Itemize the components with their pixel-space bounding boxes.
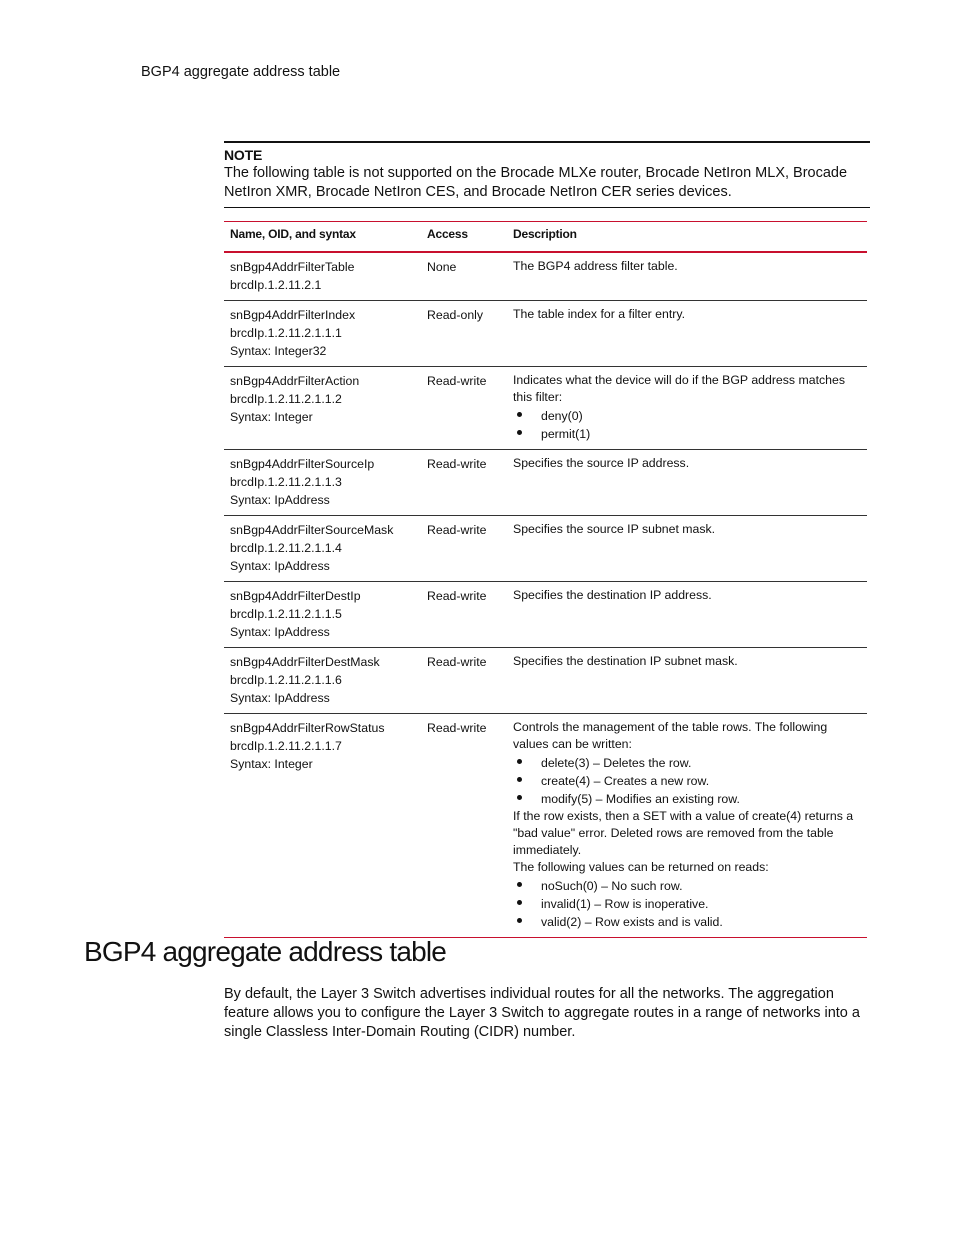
description-cell <box>507 582 867 648</box>
object-oid: brcdIp.1.2.11.2.1.1.3 <box>230 475 342 489</box>
table-row <box>224 582 867 648</box>
description-text: Specifies the destination IP subnet mask. <box>513 654 738 668</box>
name-cell <box>224 714 421 938</box>
object-oid: brcdIp.1.2.11.2.1.1.1 <box>230 326 342 340</box>
value-list <box>513 407 863 443</box>
object-syntax: Syntax: Integer <box>230 757 313 771</box>
access-cell: Read-write <box>427 523 487 537</box>
description-cell <box>507 367 867 450</box>
object-name: snBgp4AddrFilterTable <box>230 260 355 274</box>
list-item-text: deny(0) <box>541 409 583 423</box>
value-list <box>513 877 863 931</box>
bullet-icon <box>517 412 522 417</box>
section-body: By default, the Layer 3 Switch advertises individual routes for all the networks. The aggregation feature allows you to configure the Layer 3 Switch to aggregate routes in a range of networks into a single Classless Inter-Domain Routing (CIDR) number. <box>224 986 860 1040</box>
mib-object-table <box>224 221 867 938</box>
section-heading: BGP4 aggregate address table <box>84 936 447 967</box>
running-header: BGP4 aggregate address table <box>141 64 341 80</box>
description-cell <box>507 450 867 516</box>
description-cell <box>507 648 867 714</box>
object-oid: brcdIp.1.2.11.2.1.1.4 <box>230 541 342 555</box>
table-header-row <box>224 222 867 253</box>
object-syntax: Syntax: IpAddress <box>230 691 330 705</box>
table-row <box>224 252 867 301</box>
list-item <box>513 913 863 931</box>
object-name: snBgp4AddrFilterIndex <box>230 308 356 322</box>
note-text: The following table is not supported on the Brocade MLXe router, Brocade NetIron MLX, Brocade NetIron XMR, Brocade NetIron CES, and Brocade NetIron CER series devices. <box>224 165 848 200</box>
description-text: If the row exists, then a SET with a value of create(4) returns a "bad value" error. Deleted rows are removed from the table immediately. <box>513 809 854 857</box>
column-header-access: Access <box>427 227 468 241</box>
name-cell <box>224 252 421 301</box>
column-header-description: Description <box>513 227 577 241</box>
bullet-icon <box>517 900 522 905</box>
access-cell: Read-write <box>427 721 487 735</box>
object-name: snBgp4AddrFilterDestMask <box>230 655 380 669</box>
list-item <box>513 772 863 790</box>
list-item-text: create(4) – Creates a new row. <box>541 774 710 788</box>
description-text: Controls the management of the table rows. The following values can be written: <box>513 720 828 751</box>
table-row <box>224 367 867 450</box>
list-item-text: permit(1) <box>541 427 591 441</box>
bullet-icon <box>517 882 522 887</box>
object-syntax: Syntax: IpAddress <box>230 625 330 639</box>
name-cell <box>224 367 421 450</box>
bullet-icon <box>517 430 522 435</box>
object-syntax: Syntax: Integer32 <box>230 344 327 358</box>
note-title: NOTE <box>224 147 263 163</box>
bullet-icon <box>517 795 522 800</box>
list-item-text: modify(5) – Modifies an existing row. <box>541 792 740 806</box>
object-name: snBgp4AddrFilterDestIp <box>230 589 361 603</box>
description-cell <box>507 516 867 582</box>
description-text: The BGP4 address filter table. <box>513 259 678 273</box>
description-text: Specifies the source IP address. <box>513 456 690 470</box>
access-cell: Read-write <box>427 589 487 603</box>
list-item <box>513 754 863 772</box>
list-item-text: noSuch(0) – No such row. <box>541 879 683 893</box>
object-oid: brcdIp.1.2.11.2.1.1.2 <box>230 392 342 406</box>
list-item <box>513 407 863 425</box>
name-cell <box>224 516 421 582</box>
list-item-text: invalid(1) – Row is inoperative. <box>541 897 709 911</box>
list-item <box>513 877 863 895</box>
object-oid: brcdIp.1.2.11.2.1.1.6 <box>230 673 342 687</box>
object-name: snBgp4AddrFilterRowStatus <box>230 721 385 735</box>
name-cell <box>224 582 421 648</box>
bullet-icon <box>517 918 522 923</box>
description-cell <box>507 252 867 301</box>
name-cell <box>224 450 421 516</box>
object-syntax: Syntax: IpAddress <box>230 559 330 573</box>
description-text: The table index for a filter entry. <box>513 307 686 321</box>
column-header-name: Name, OID, and syntax <box>230 227 356 241</box>
object-name: snBgp4AddrFilterSourceIp <box>230 457 375 471</box>
table-row <box>224 301 867 367</box>
table-row <box>224 648 867 714</box>
object-oid: brcdIp.1.2.11.2.1.1.7 <box>230 739 342 753</box>
access-cell: None <box>427 260 457 274</box>
access-cell: Read-only <box>427 308 484 322</box>
description-text: Specifies the destination IP address. <box>513 588 712 602</box>
description-text: The following values can be returned on reads: <box>513 860 769 874</box>
object-name: snBgp4AddrFilterAction <box>230 374 360 388</box>
bullet-icon <box>517 759 522 764</box>
access-cell: Read-write <box>427 374 487 388</box>
list-item <box>513 790 863 808</box>
description-cell <box>507 714 867 938</box>
bullet-icon <box>517 777 522 782</box>
object-syntax: Syntax: Integer <box>230 410 313 424</box>
object-syntax: Syntax: IpAddress <box>230 493 330 507</box>
value-list <box>513 754 863 808</box>
access-cell: Read-write <box>427 655 487 669</box>
object-oid: brcdIp.1.2.11.2.1 <box>230 278 322 292</box>
description-text: Specifies the source IP subnet mask. <box>513 522 716 536</box>
name-cell <box>224 648 421 714</box>
list-item-text: delete(3) – Deletes the row. <box>541 756 692 770</box>
object-oid: brcdIp.1.2.11.2.1.1.5 <box>230 607 342 621</box>
list-item <box>513 425 863 443</box>
list-item <box>513 895 863 913</box>
access-cell: Read-write <box>427 457 487 471</box>
object-name: snBgp4AddrFilterSourceMask <box>230 523 394 537</box>
name-cell <box>224 301 421 367</box>
description-text: Indicates what the device will do if the BGP address matches this filter: <box>513 373 845 404</box>
table-row <box>224 714 867 938</box>
list-item-text: valid(2) – Row exists and is valid. <box>541 915 723 929</box>
table-row <box>224 450 867 516</box>
table-row <box>224 516 867 582</box>
description-cell <box>507 301 867 367</box>
note-box <box>224 141 870 208</box>
